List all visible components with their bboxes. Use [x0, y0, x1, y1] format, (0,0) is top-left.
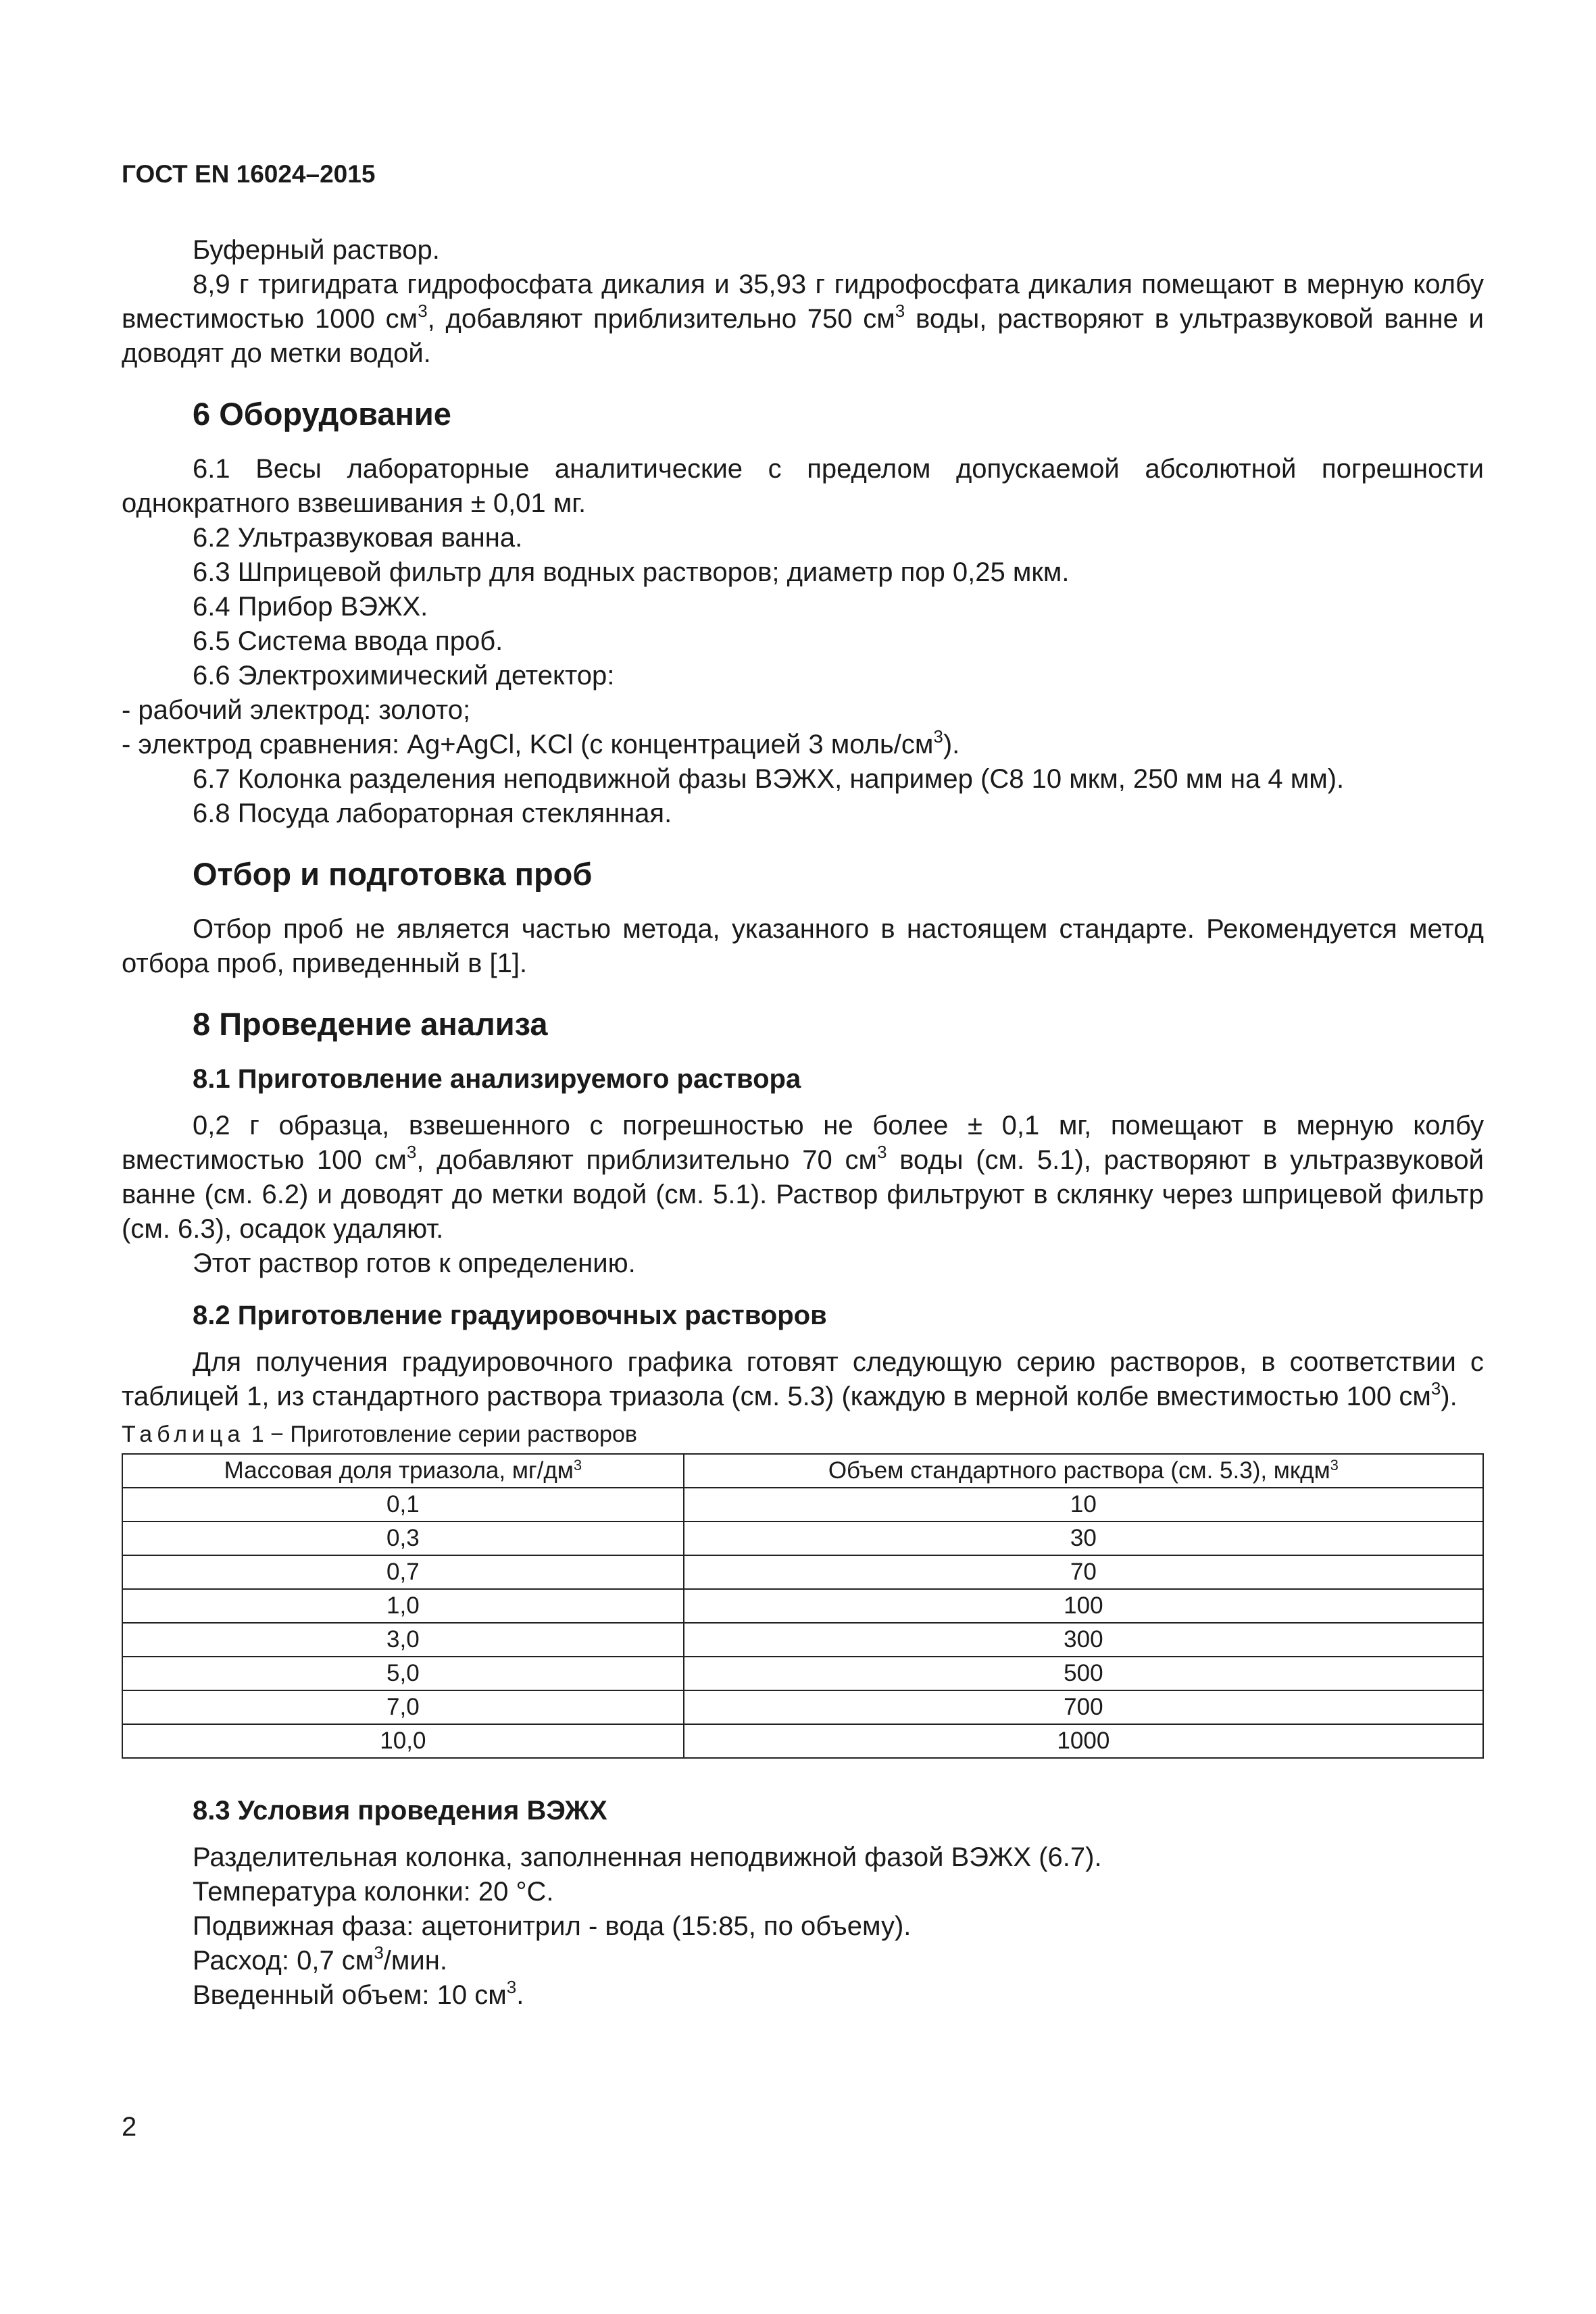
- table-cell: 7,0: [122, 1690, 684, 1724]
- item-6-2: 6.2 Ультразвуковая ванна.: [193, 523, 523, 553]
- hplc-injection-volume: Введенный объем: 10 $см^3$.: [193, 1977, 524, 2010]
- table-cell: 0,1: [122, 1488, 684, 1521]
- table-row: [122, 1589, 1483, 1623]
- table-cell: 5,0: [122, 1657, 684, 1690]
- document-body: [122, 233, 1484, 2013]
- table-cell: 70: [684, 1555, 1483, 1589]
- table-col-mass-fraction: Массовая доля триазола, $мг/дм^3$: [122, 1454, 684, 1488]
- section-8-2-paragraph: Для получения градуировочного графика готовят следующую серию растворов, в соответствии с таблицей 1, из стандартного раствора триазола (см. 5.3) (каждую в мерной колбе вместимостью 100 $см^3$).: [122, 1347, 1484, 1411]
- table-row: [122, 1690, 1483, 1724]
- section-8-1-ready: Этот раствор готов к определению.: [193, 1249, 636, 1278]
- table-row: [122, 1657, 1483, 1690]
- table-cell: 10,0: [122, 1724, 684, 1758]
- table-row: [122, 1488, 1483, 1521]
- table-1: [122, 1453, 1484, 1759]
- section-7-heading: Отбор и подготовка проб: [193, 856, 593, 892]
- table-cell: 500: [684, 1657, 1483, 1690]
- section-8-heading: 8 Проведение анализа: [193, 1006, 548, 1042]
- page-number: 2: [122, 2112, 137, 2142]
- item-6-8: 6.8 Посуда лабораторная стеклянная.: [193, 799, 672, 828]
- table-cell: 30: [684, 1521, 1483, 1555]
- table-cell: 3,0: [122, 1623, 684, 1657]
- item-6-5: 6.5 Система ввода проб.: [193, 626, 503, 656]
- item-6-6-working-electrode: - рабочий электрод: золото;: [122, 695, 471, 725]
- item-6-6: 6.6 Электрохимический детектор:: [193, 661, 615, 690]
- table-cell: 0,7: [122, 1555, 684, 1589]
- section-8-3-heading: 8.3 Условия проведения ВЭЖХ: [193, 1796, 607, 1826]
- section-6-heading: 6 Оборудование: [193, 396, 451, 432]
- item-6-1: 6.1 Весы лабораторные аналитические с пределом допускаемой абсолютной погрешности однократного взвешивания ± 0,01 мг.: [122, 454, 1484, 518]
- section-7-text: Отбор проб не является частью метода, указанного в настоящем стандарте. Рекомендуется метод отбора проб, приведенный в [1].: [122, 914, 1484, 978]
- table-cell: 300: [684, 1623, 1483, 1657]
- table-cell: 700: [684, 1690, 1483, 1724]
- table-header-row: [122, 1454, 1483, 1488]
- hplc-mobile-phase: Подвижная фаза: ацетонитрил - вода (15:85, по объему).: [193, 1911, 912, 1941]
- item-6-7: 6.7 Колонка разделения неподвижной фазы ВЭЖХ, например (С8 10 мкм, 250 мм на 4 мм).: [193, 764, 1345, 794]
- hplc-temperature: Температура колонки: 20 °С.: [193, 1877, 554, 1907]
- item-6-6-reference-electrode: - электрод сравнения: Ag+AgCl, KCl (с концентрацией 3 моль/$см^3$).: [122, 726, 960, 759]
- table-1-caption: Таблица 1 − Приготовление серии растворов: [122, 1422, 637, 1447]
- buffer-title: Буферный раствор.: [193, 235, 440, 265]
- hplc-flow-rate: Расход: 0,7 $см^3$/мин.: [193, 1942, 447, 1976]
- table-row: [122, 1555, 1483, 1589]
- item-6-3: 6.3 Шприцевой фильтр для водных растворов; диаметр пор 0,25 мкм.: [193, 557, 1070, 587]
- buffer-prep-paragraph: 8,9 г тригидрата гидрофосфата дикалия и 35,93 г гидрофосфата дикалия помещают в мерную колбу вместимостью 1000 $см^3$, добавляют приблизительно 750 $см^3$ воды, растворяют в ультразвуковой ванне и доводят до метки водой.: [122, 270, 1485, 368]
- table-cell: 10: [684, 1488, 1483, 1521]
- table-row: [122, 1623, 1483, 1657]
- table-cell: 100: [684, 1589, 1483, 1623]
- section-8-1-paragraph: 0,2 г образца, взвешенного с погрешностью не более ± 0,1 мг, помещают в мерную колбу вместимостью 100 $см^3$, добавляют приблизительно 70 $см^3$ воды (см. 5.1), растворяют в ультразвуковой ванне (см. 6.2) и доводят до метки водой (см. 5.1). Раствор фильтруют в склянку через шприцевой фильтр (см. 6.3), осадок удаляют.: [122, 1111, 1484, 1244]
- table-col-standard-volume: Объем стандартного раствора (см. 5.3), мкдм$^3$: [684, 1454, 1483, 1488]
- table-row: [122, 1521, 1483, 1555]
- table-cell: 1000: [684, 1724, 1483, 1758]
- table-row: [122, 1724, 1483, 1758]
- hplc-column: Разделительная колонка, заполненная неподвижной фазой ВЭЖХ (6.7).: [193, 1842, 1102, 1872]
- table-cell: 1,0: [122, 1589, 684, 1623]
- section-8-2-heading: 8.2 Приготовление градуировочных растворов: [193, 1301, 827, 1330]
- table-cell: 0,3: [122, 1521, 684, 1555]
- item-6-4: 6.4 Прибор ВЭЖХ.: [193, 592, 428, 622]
- document-header: ГОСТ EN 16024–2015: [122, 160, 376, 188]
- section-8-1-heading: 8.1 Приготовление анализируемого раствора: [193, 1064, 801, 1094]
